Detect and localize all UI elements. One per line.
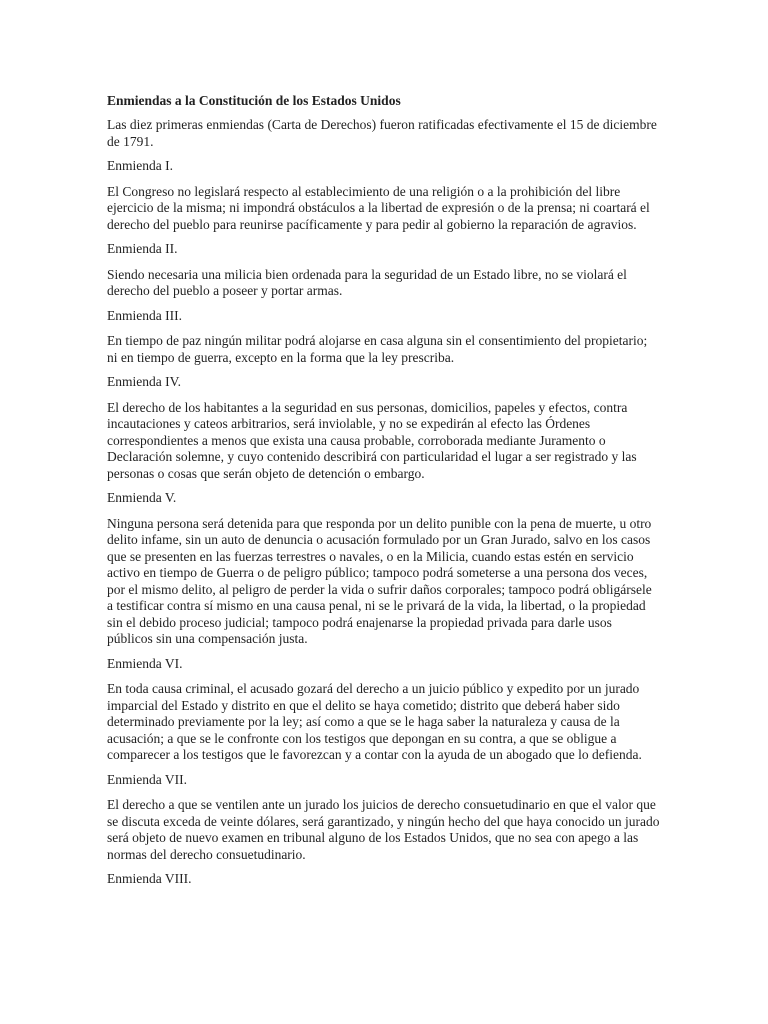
amendment-text-7: El derecho a que se ventilen ante un jurado los juicios de derecho consuetudinario en que el valor que se discuta exceda de veinte dólares, será garantizado, y ningún hecho del que haya conocido un jurado será objeto de nuevo examen en tribunal alguno de los Estados Unidos, que no sea con apego a las normas del derecho consuetudinario.: [107, 797, 660, 862]
amendment-text-1: El Congreso no legislará respecto al establecimiento de una religión o a la prohibición del libre ejercicio de la misma; ni impondrá obstáculos a la libertad de expresión o de la prensa; ni coartará el derecho del pueblo para reunirse pacíficamente y para pedir al gobierno la reparación de agravios.: [107, 183, 650, 232]
amendment-heading-4: Enmienda IV.: [107, 374, 181, 389]
amendment-text-4: El derecho de los habitantes a la seguridad en sus personas, domicilios, papeles y efectos, contra incautaciones y cateos arbitrarios, será inviolable, y no se expedirán al efecto las Órdenes correspondientes a menos que exista una causa probable, corroborada mediante Juramento o Declaración solemne, y cuyo contenido describirá con particularidad el lugar a ser registrado y las personas o cosas que serán objeto de detención o embargo.: [107, 399, 637, 481]
amendment-text-2: Siendo necesaria una milicia bien ordenada para la seguridad de un Estado libre, no se violará el derecho del pueblo a poseer y portar armas.: [107, 266, 627, 298]
amendment-heading-5: Enmienda V.: [107, 490, 177, 505]
amendment-heading-6: Enmienda VI.: [107, 655, 183, 671]
amendment-heading-1: Enmienda I.: [107, 158, 173, 173]
document-title: Enmiendas a la Constitución de los Estados Unidos: [107, 93, 401, 108]
document-page: [107, 92, 660, 897]
amendment-heading-2: Enmienda II.: [107, 241, 178, 256]
amendment-heading-8: Enmienda VIII.: [107, 871, 192, 886]
amendment-text-6: En toda causa criminal, el acusado gozará del derecho a un juicio público y expedito por un jurado imparcial del Estado y distrito en que el delito se haya cometido; distrito que deberá haber sido determinado previamente por la ley; así como a que se le haga saber la naturaleza y causa de la acusación; a que se le confronte con los testigos que depongan en su contra, a que se obligue a comparecer a los testigos que le favorezcan y a contar con la ayuda de un abogado que lo defienda.: [107, 681, 642, 762]
intro-paragraph: Las diez primeras enmiendas (Carta de Derechos) fueron ratificadas efectivamente el 15 de diciembre de 1791.: [107, 117, 657, 149]
amendment-heading-7: Enmienda VII.: [107, 771, 187, 787]
amendment-text-3: En tiempo de paz ningún militar podrá alojarse en casa alguna sin el consentimiento del propietario; ni en tiempo de guerra, excepto en la forma que la ley prescriba.: [107, 333, 648, 365]
amendment-text-5: Ninguna persona será detenida para que responda por un delito punible con la pena de muerte, u otro delito infame, sin un auto de denuncia o acusación formulado por un Gran Jurado, salvo en los casos que se presenten en las fuerzas terrestres o navales, o en la Milicia, cuando estas estén en servicio activo en tiempo de Guerra o de peligro público; tampoco podrá someterse a una persona dos veces, por el mismo delito, al peligro de perder la vida o sufrir daños corporales; tampoco podrá obligársele a testificar contra sí mismo en una causa penal, ni se le privará de la vida, la libertad, o la propiedad sin el debido proceso judicial; tampoco podrá enajenarse la propiedad privada para darle usos públicos sin una compensación justa.: [107, 515, 652, 646]
amendment-heading-3: Enmienda III.: [107, 307, 182, 323]
